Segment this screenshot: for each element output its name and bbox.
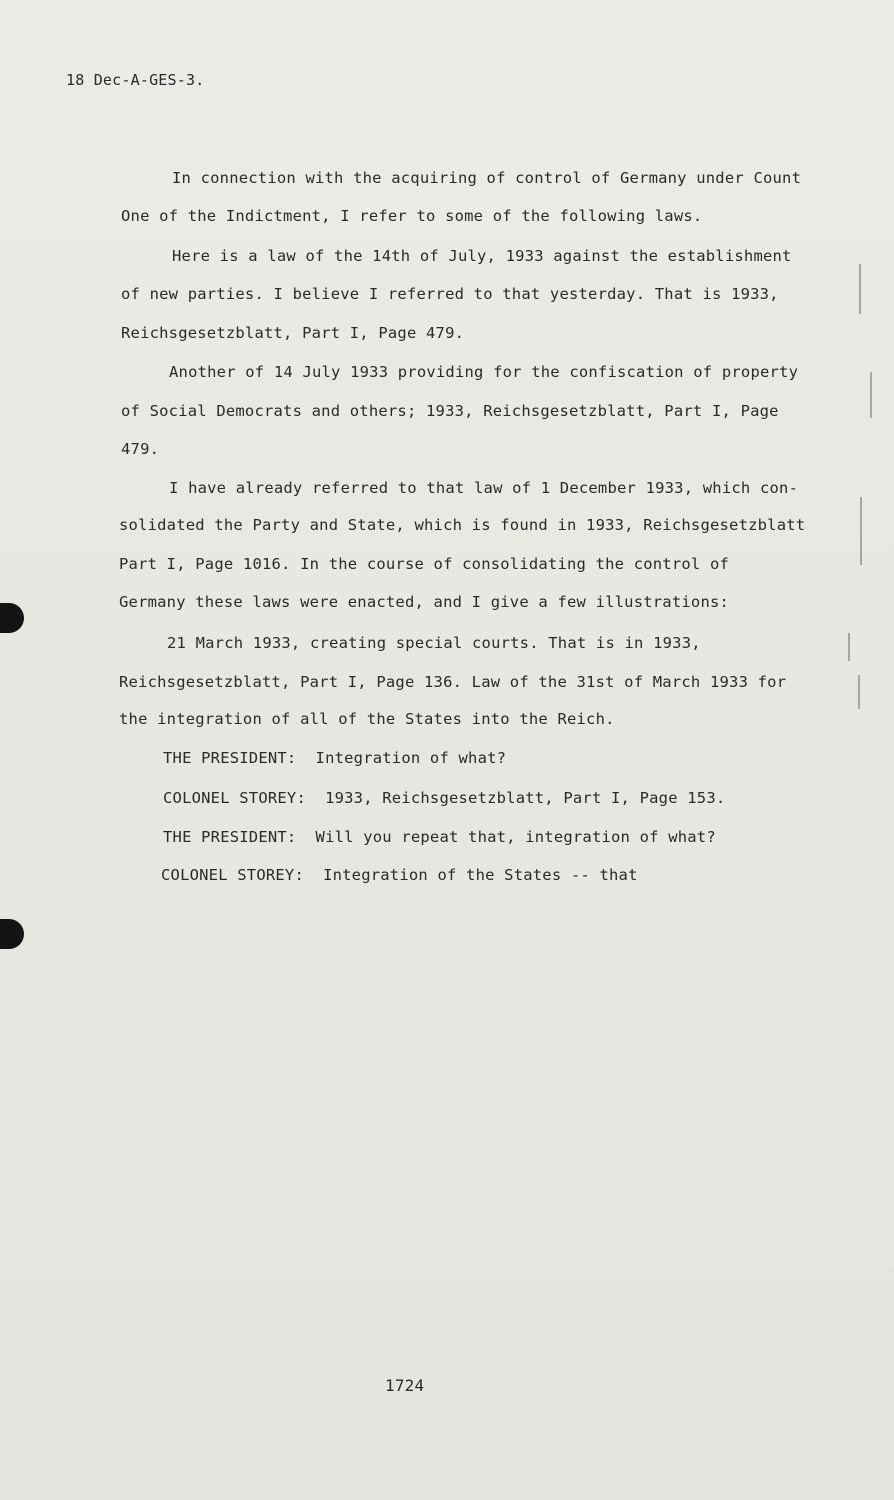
punch-hole: [0, 603, 24, 633]
speaker-label: THE PRESIDENT:: [163, 828, 297, 846]
body-line: of new parties. I believe I referred to that yesterday. That is 1933,: [121, 285, 779, 303]
dialogue-line: [161, 868, 638, 884]
body-line: I have already referred to that law of 1 December 1933, which con-: [169, 479, 799, 497]
body-line: the integration of all of the States into the Reich.: [119, 710, 615, 728]
body-line: 21 March 1933, creating special courts. That is in 1933,: [167, 634, 701, 652]
margin-mark: [859, 264, 861, 314]
body-line: Here is a law of the 14th of July, 1933 against the establishment: [172, 247, 792, 265]
speaker-label: COLONEL STOREY:: [163, 789, 306, 807]
body-line: solidated the Party and State, which is found in 1933, Reichsgesetzblatt: [119, 516, 806, 534]
dialogue-text: Integration of what?: [315, 749, 507, 767]
dialogue-line: [163, 791, 725, 807]
body-line: One of the Indictment, I refer to some of the following laws.: [121, 207, 703, 225]
document-reference: 18 Dec-A-GES-3.: [66, 71, 205, 89]
speaker-label: COLONEL STOREY:: [161, 866, 304, 884]
body-line: Reichsgesetzblatt, Part I, Page 479.: [121, 324, 465, 342]
body-line: Part I, Page 1016. In the course of consolidating the control of: [119, 555, 730, 573]
margin-mark: [860, 497, 862, 565]
punch-hole: [0, 919, 24, 949]
dialogue-line: [163, 830, 716, 846]
margin-mark: [848, 633, 850, 661]
body-line: In connection with the acquiring of control of Germany under Count: [172, 169, 802, 187]
dialogue-text: Integration of the States -- that: [323, 866, 638, 884]
dialogue-text: Will you repeat that, integration of what?: [315, 828, 716, 846]
body-line: Another of 14 July 1933 providing for the confiscation of property: [169, 363, 799, 381]
margin-mark: [858, 675, 860, 709]
speaker-label: THE PRESIDENT:: [163, 749, 297, 767]
body-line: Reichsgesetzblatt, Part I, Page 136. Law of the 31st of March 1933 for: [119, 673, 787, 691]
body-line: Germany these laws were enacted, and I give a few illustrations:: [119, 593, 730, 611]
dialogue-text: 1933, Reichsgesetzblatt, Part I, Page 153.: [325, 789, 726, 807]
body-line: 479.: [121, 440, 160, 458]
body-line: of Social Democrats and others; 1933, Reichsgesetzblatt, Part I, Page: [121, 402, 779, 420]
page-number: 1724: [385, 1376, 425, 1395]
dialogue-line: [163, 751, 506, 767]
margin-mark: [870, 372, 872, 418]
